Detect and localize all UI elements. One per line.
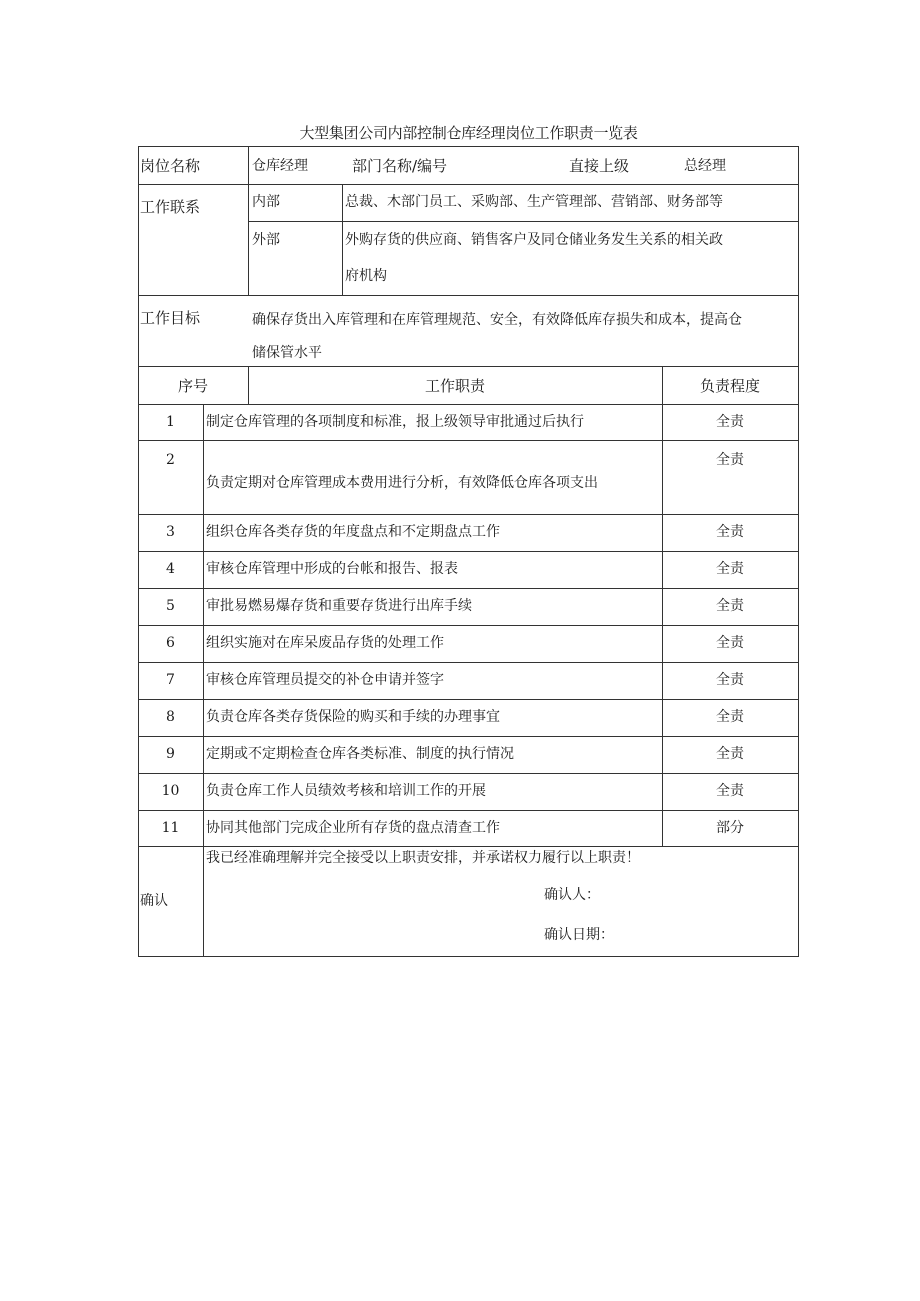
goal-label: 工作目标 [140,309,201,327]
row-no: 10 [161,783,180,799]
row-resp: 全责 [716,598,744,614]
row-duty: 定期或不定期检查仓库各类标准、制度的执行情况 [206,746,514,762]
goal-line2: 储保管水平 [252,345,322,361]
table-line [138,773,799,774]
row-resp: 全责 [716,635,744,651]
goal-line1: 确保存货出入库管理和在库管理规范、安全，有效降低库存损失和成本，提高仓 [252,312,742,328]
external-value-line1: 外购存货的供应商、销售客户及同仓储业务发生关系的相关政 [345,232,723,248]
row-duty: 审核仓库管理中形成的台帐和报告、报表 [206,561,458,577]
row-no: 11 [161,820,180,836]
row-no: 2 [166,452,175,468]
superior-value: 总经理 [684,158,726,174]
row-resp: 全责 [716,672,744,688]
confirm-statement: 我已经准确理解并完全接受以上职责安排，并承诺权力履行以上职责！ [206,850,640,866]
table-line [138,184,799,185]
internal-label: 内部 [252,194,280,210]
table-line [138,810,799,811]
position-value: 仓库经理 [252,158,308,174]
row-duty: 制定仓库管理的各项制度和标准，报上级领导审批通过后执行 [206,414,584,430]
row-no: 4 [166,561,175,577]
relations-label: 工作联系 [140,198,201,216]
row-duty: 负责仓库工作人员绩效考核和培训工作的开展 [206,783,486,799]
external-value-line2: 府机构 [345,268,387,284]
table-line [138,736,799,737]
internal-value: 总裁、木部门员工、采购部、生产管理部、营销部、财务部等 [345,194,723,210]
document-title: 大型集团公司内部控制仓库经理岗位工作职责一览表 [299,124,638,142]
row-resp: 全责 [716,709,744,725]
col-header-resp: 负责程度 [699,377,760,395]
col-header-duty: 工作职责 [424,377,485,395]
table-line [138,366,799,367]
table-line [248,146,249,296]
confirm-person-label: 确认人： [544,887,600,903]
table-line [138,295,799,296]
table-line [248,221,799,222]
col-header-no: 序号 [177,377,208,395]
table-line [138,440,799,441]
row-duty: 协同其他部门完成企业所有存货的盘点清查工作 [206,820,500,836]
table-line [138,662,799,663]
row-no: 6 [166,635,175,651]
table-line [138,551,799,552]
row-no: 5 [166,598,175,614]
row-no: 1 [166,414,175,430]
table-line [342,184,343,296]
row-resp: 部分 [716,820,744,836]
row-no: 3 [166,524,175,540]
table-line [798,146,799,957]
row-no: 8 [166,709,175,725]
row-resp: 全责 [716,746,744,762]
superior-label: 直接上级 [569,157,630,175]
table-line [138,846,799,847]
dept-label: 部门名称/编号 [352,157,448,175]
row-resp: 全责 [716,452,744,468]
row-duty: 负责定期对仓库管理成本费用进行分析，有效降低仓库各项支出 [206,475,598,491]
row-duty: 组织仓库各类存货的年度盘点和不定期盘点工作 [206,524,500,540]
row-duty: 负责仓库各类存货保险的购买和手续的办理事宜 [206,709,500,725]
table-line [203,404,204,957]
row-no: 7 [166,672,175,688]
row-resp: 全责 [716,414,744,430]
row-no: 9 [166,746,175,762]
row-resp: 全责 [716,561,744,577]
table-line [138,625,799,626]
position-label: 岗位名称 [140,157,201,175]
row-resp: 全责 [716,524,744,540]
table-line [138,404,799,405]
table-line [138,146,799,147]
table-line [138,514,799,515]
table-line [138,588,799,589]
row-duty: 审核仓库管理员提交的补仓申请并签字 [206,672,444,688]
row-duty: 审批易燃易爆存货和重要存货进行出库手续 [206,598,472,614]
row-resp: 全责 [716,783,744,799]
external-label: 外部 [252,232,280,248]
table-line [138,956,799,957]
confirm-label: 确认 [140,893,168,909]
confirm-date-label: 确认日期： [544,927,614,943]
row-duty: 组织实施对在库呆废品存货的处理工作 [206,635,444,651]
table-line [138,699,799,700]
